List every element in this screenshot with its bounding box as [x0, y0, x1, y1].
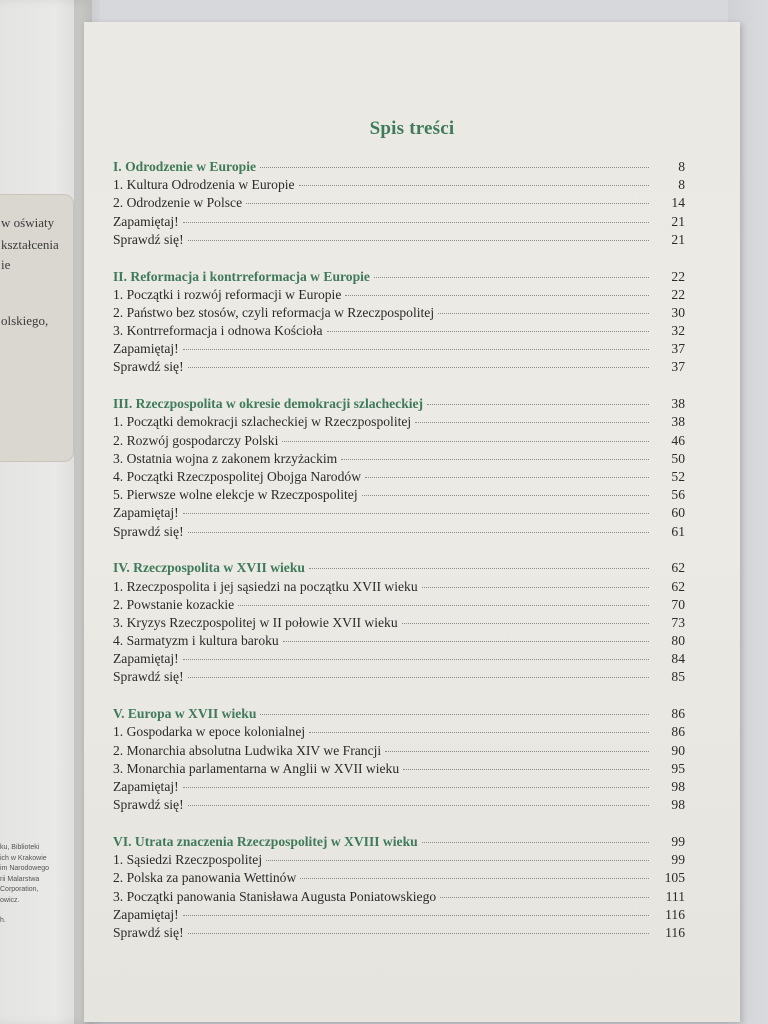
- entry-title: 1. Rzeczpospolita i jej sąsiedzi na początku XVII wieku: [113, 578, 418, 594]
- entry-title: Sprawdź się!: [113, 797, 184, 813]
- toc-entry: [113, 742, 685, 760]
- entry-title: Zapamiętaj!: [113, 779, 179, 794]
- page-number: 30: [671, 304, 685, 320]
- page-number: 116: [665, 906, 685, 922]
- toc-entry: [113, 450, 685, 468]
- entry-title: 5. Pierwsze wolne elekcje w Rzeczpospolitej: [113, 487, 358, 503]
- dot-leader: [341, 459, 649, 460]
- page-title: Spis treści: [369, 118, 455, 139]
- page-number: 56: [671, 487, 685, 503]
- page-number: 38: [671, 414, 685, 430]
- toc-chapter-heading: [113, 268, 685, 286]
- entry-title: Zapamiętaj!: [113, 906, 179, 922]
- dot-leader: [299, 185, 649, 186]
- dot-leader: [188, 677, 649, 678]
- dot-leader: [438, 313, 649, 314]
- entry-title: 2. Państwo bez stosów, czyli reformacja w Rzeczpospolitej: [113, 304, 435, 320]
- page-number: 52: [671, 469, 685, 484]
- entry-title: Sprawdź się!: [113, 924, 184, 940]
- toc-entry: [113, 213, 685, 231]
- dot-leader: [188, 532, 649, 533]
- credit-line: ku, Biblioteki: [0, 844, 40, 851]
- page-number: 84: [671, 651, 685, 667]
- toc-entry: [113, 322, 685, 340]
- credit-line: Corporation,: [0, 886, 39, 893]
- toc-entry: [113, 924, 685, 942]
- toc-entry: [113, 340, 685, 358]
- chapter-title: IV. Rzeczpospolita w XVII wieku: [113, 560, 305, 576]
- entry-title: Sprawdź się!: [113, 669, 184, 685]
- dot-leader: [282, 441, 649, 442]
- entry-title: 3. Początki panowania Stanisława Augusta Poniatowskiego: [113, 888, 437, 904]
- entry-title: 1. Gospodarka w epoce kolonialnej: [113, 724, 306, 740]
- page-number: 99: [671, 852, 685, 868]
- toc-entry: [113, 468, 685, 486]
- entry-title: Zapamiętaj!: [113, 505, 179, 521]
- toc-entry: [113, 723, 685, 741]
- left-page-sidebar-box: [0, 194, 74, 462]
- entry-title: 3. Kryzys Rzeczpospolitej w II połowie XVII wieku: [113, 614, 398, 630]
- page-number: 14: [671, 195, 685, 211]
- page-number: 85: [671, 669, 685, 685]
- table-of-contents: [113, 158, 685, 961]
- toc-page: [84, 22, 740, 1022]
- entry-title: 2. Powstanie kozackie: [113, 596, 235, 612]
- dot-leader: [362, 495, 649, 496]
- dot-leader: [385, 751, 649, 752]
- toc-entry: [113, 796, 685, 814]
- page-number: 86: [671, 706, 685, 722]
- page-number: 111: [665, 888, 685, 904]
- left-box-line: olskiego,: [1, 313, 49, 328]
- credit-line: ich w Krakowie: [0, 854, 47, 862]
- entry-title: 4. Sarmatyzm i kultura baroku: [113, 633, 279, 649]
- toc-entry: [113, 650, 685, 668]
- toc-section: [113, 833, 685, 942]
- dot-leader: [422, 587, 649, 588]
- toc-section: [113, 395, 685, 541]
- dot-leader: [183, 915, 649, 916]
- dot-leader: [427, 404, 649, 405]
- credit-line: im Narodowego: [0, 865, 50, 872]
- page-number: 80: [671, 633, 685, 649]
- page-number: 38: [671, 396, 685, 412]
- toc-entry: [113, 778, 685, 796]
- page-number: 8: [678, 177, 685, 193]
- toc-entry: [113, 888, 685, 906]
- dot-leader: [183, 222, 649, 223]
- page-number: 73: [671, 614, 685, 630]
- dot-leader: [183, 659, 649, 660]
- dot-leader: [403, 769, 649, 770]
- entry-title: 3. Ostatnia wojna z zakonem krzyżackim: [113, 450, 338, 466]
- page-number: 116: [665, 924, 685, 940]
- dot-leader: [188, 805, 649, 806]
- toc-section: [113, 559, 685, 686]
- chapter-title: V. Europa w XVII wieku: [113, 706, 257, 722]
- page-number: 37: [671, 359, 685, 375]
- toc-entry: [113, 304, 685, 322]
- entry-title: 3. Monarchia parlamentarna w Anglii w XVII wieku: [113, 760, 400, 776]
- dot-leader: [246, 203, 649, 204]
- toc-entry: [113, 668, 685, 686]
- left-box-line: kształcenia: [1, 237, 59, 252]
- entry-title: Sprawdź się!: [113, 359, 184, 375]
- credit-line: owicz.: [0, 896, 20, 904]
- dot-leader: [309, 568, 649, 569]
- toc-chapter-heading: [113, 559, 685, 577]
- page-number: 90: [671, 742, 685, 758]
- entry-title: 2. Polska za panowania Wettinów: [113, 870, 297, 886]
- page-number: 8: [678, 159, 685, 174]
- credit-line: h.: [0, 917, 6, 924]
- entry-title: 2. Odrodzenie w Polsce: [113, 195, 243, 211]
- page-number: 105: [664, 870, 685, 886]
- entry-title: 2. Rozwój gospodarczy Polski: [113, 432, 279, 448]
- dot-leader: [422, 842, 649, 843]
- toc-section: [113, 158, 685, 249]
- dot-leader: [188, 933, 649, 934]
- toc-entry: [113, 432, 685, 450]
- page-number: 99: [671, 833, 685, 849]
- entry-title: Zapamiętaj!: [113, 213, 179, 229]
- left-box-line: ie: [1, 257, 11, 272]
- toc-entry: [113, 413, 685, 431]
- toc-entry: [113, 632, 685, 650]
- toc-entry: [113, 176, 685, 194]
- credit-line: rii Malarstwa: [0, 875, 40, 883]
- toc-entry: [113, 486, 685, 504]
- entry-title: 4. Początki Rzeczpospolitej Obojga Narodów: [113, 469, 362, 484]
- toc-entry: [113, 578, 685, 596]
- left-box-line: w oświaty: [1, 215, 55, 230]
- dot-leader: [266, 860, 649, 861]
- dot-leader: [440, 897, 649, 898]
- chapter-title: II. Reformacja i kontrreformacja w Europie: [113, 268, 370, 284]
- entry-title: Sprawdź się!: [113, 231, 184, 247]
- toc-entry: [113, 906, 685, 924]
- toc-chapter-heading: [113, 833, 685, 851]
- page-number: 50: [671, 450, 685, 466]
- dot-leader: [327, 331, 649, 332]
- toc-entry: [113, 614, 685, 632]
- toc-section: [113, 705, 685, 814]
- dot-leader: [188, 367, 649, 368]
- dot-leader: [374, 277, 649, 278]
- entry-title: Zapamiętaj!: [113, 651, 179, 667]
- entry-title: 1. Początki demokracji szlacheckiej w Rzeczpospolitej: [113, 414, 412, 430]
- dot-leader: [345, 295, 649, 296]
- page-number: 22: [671, 286, 685, 302]
- chapter-title: VI. Utrata znaczenia Rzeczpospolitej w XVIII wieku: [113, 833, 418, 849]
- entry-title: Sprawdź się!: [113, 523, 184, 539]
- chapter-title: III. Rzeczpospolita w okresie demokracji szlacheckiej: [113, 396, 424, 412]
- dot-leader: [183, 787, 649, 788]
- left-page-credits: [0, 843, 74, 927]
- dot-leader: [183, 349, 649, 350]
- dot-leader: [238, 605, 649, 606]
- toc-entry: [113, 869, 685, 887]
- toc-entry: [113, 596, 685, 614]
- toc-entry: [113, 523, 685, 541]
- entry-title: Zapamiętaj!: [113, 341, 179, 357]
- toc-chapter-heading: [113, 705, 685, 723]
- chapter-title: I. Odrodzenie w Europie: [113, 159, 256, 174]
- dot-leader: [300, 878, 649, 879]
- page-number: 61: [671, 523, 685, 539]
- page-number: 62: [671, 560, 685, 576]
- page-number: 21: [671, 213, 685, 229]
- dot-leader: [402, 623, 649, 624]
- toc-entry: [113, 851, 685, 869]
- toc-entry: [113, 194, 685, 212]
- dot-leader: [365, 477, 649, 478]
- toc-entry: [113, 504, 685, 522]
- dot-leader: [188, 240, 649, 241]
- dot-leader: [415, 422, 649, 423]
- page-number: 37: [671, 341, 685, 357]
- page-number: 98: [671, 797, 685, 813]
- page-number: 98: [671, 779, 685, 794]
- page-number: 46: [671, 432, 685, 448]
- dot-leader: [283, 641, 649, 642]
- page-number: 86: [671, 724, 685, 740]
- toc-entry: [113, 231, 685, 249]
- entry-title: 1. Sąsiedzi Rzeczpospolitej: [113, 852, 263, 868]
- page-number: 22: [671, 268, 685, 284]
- entry-title: 1. Kultura Odrodzenia w Europie: [113, 177, 295, 193]
- dot-leader: [183, 513, 649, 514]
- toc-section: [113, 268, 685, 377]
- dot-leader: [260, 167, 649, 168]
- page-number: 32: [671, 323, 685, 339]
- toc-chapter-heading: [113, 158, 685, 176]
- toc-entry: [113, 358, 685, 376]
- toc-entry: [113, 760, 685, 778]
- entry-title: 3. Kontrreformacja i odnowa Kościoła: [113, 323, 323, 339]
- page-number: 62: [671, 578, 685, 594]
- page-number: 60: [671, 505, 685, 521]
- page-number: 95: [671, 760, 685, 776]
- toc-chapter-heading: [113, 395, 685, 413]
- dot-leader: [260, 714, 649, 715]
- toc-entry: [113, 286, 685, 304]
- dot-leader: [309, 732, 649, 733]
- page-number: 70: [671, 596, 685, 612]
- page-number: 21: [671, 231, 685, 247]
- entry-title: 2. Monarchia absolutna Ludwika XIV we Francji: [113, 742, 382, 758]
- entry-title: 1. Początki i rozwój reformacji w Europie: [113, 286, 342, 302]
